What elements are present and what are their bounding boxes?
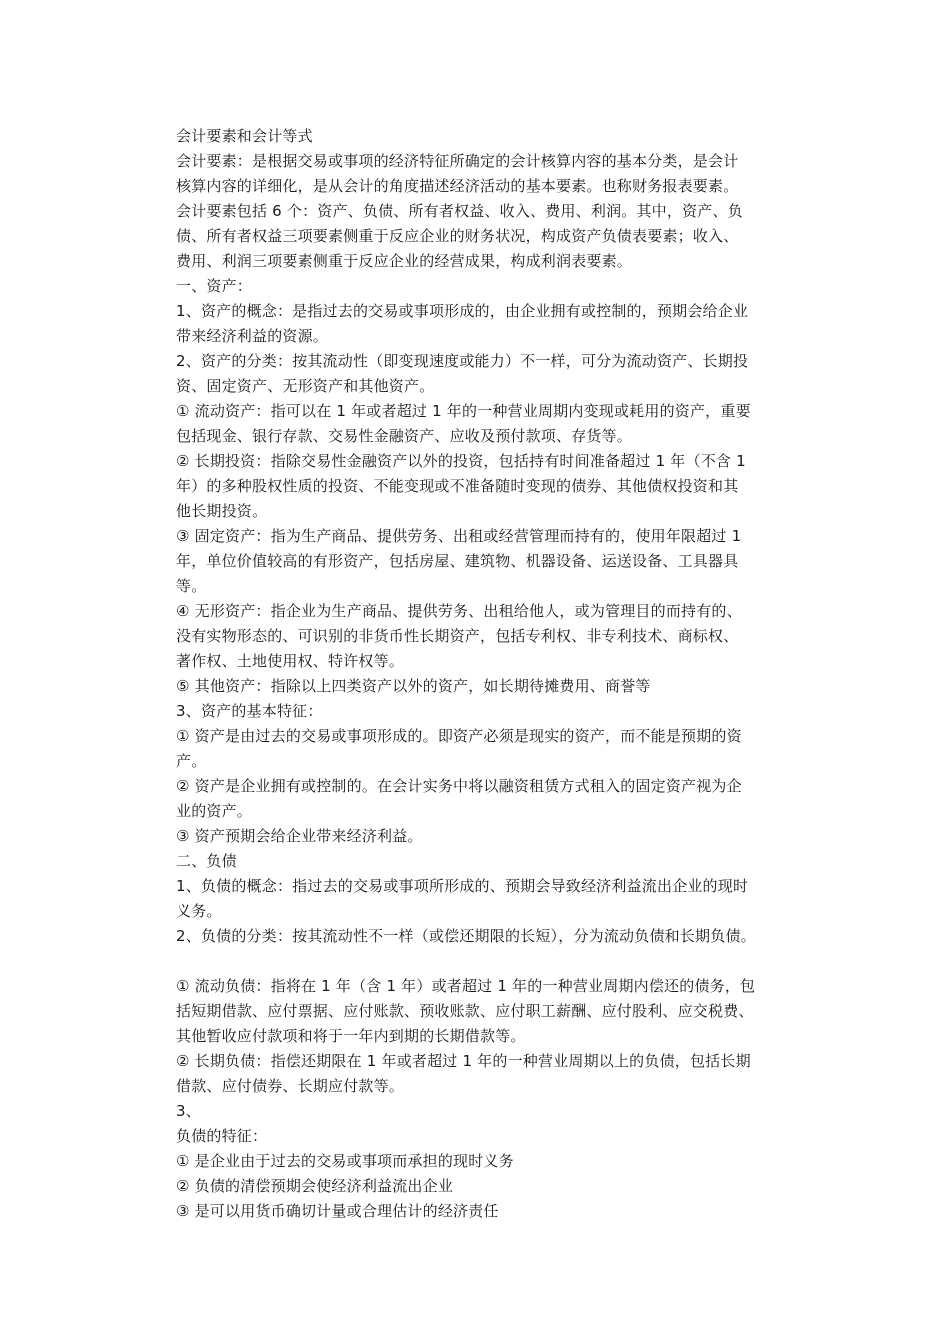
text-line: ② 资产是企业拥有或控制的。在会计实务中将以融资租赁方式租入的固定资产视为企 — [176, 777, 742, 795]
text-line: 负债的特征： — [176, 1127, 268, 1145]
text-line: 3、资产的基本特征： — [176, 702, 323, 720]
text-line: ① 是企业由于过去的交易或事项而承担的现时义务 — [176, 1152, 514, 1170]
text-line: ② 长期负债：指偿还期限在 1 年或者超过 1 年的一种营业周期以上的负债，包括长期 — [176, 1052, 751, 1070]
text-line: ③ 是可以用货币确切计量或合理估计的经济责任 — [176, 1202, 499, 1220]
text-line: 其他暂收应付款项和将于一年内到期的长期借款等。 — [176, 1027, 526, 1045]
text-line: 义务。 — [176, 902, 222, 920]
text-line: 没有实物形态的、可识别的非货币性长期资产，包括专利权、非专利技术、商标权、 — [176, 627, 739, 645]
text-line: ④ 无形资产：指企业为生产商品、提供劳务、出租给他人，或为管理目的而持有的、 — [176, 602, 742, 620]
text-line: 括短期借款、应付票据、应付账款、预收账款、应付职工薪酬、应付股利、应交税费、 — [176, 1002, 754, 1020]
text-line: ① 流动负债：指将在 1 年（含 1 年）或者超过 1 年的一种营业周期内偿还的债务，包 — [176, 977, 756, 995]
text-line: 带来经济利益的资源。 — [176, 327, 329, 345]
text-line: 费用、利润三项要素侧重于反应企业的经营成果，构成利润表要素。 — [176, 252, 633, 270]
text-line: 会计要素：是根据交易或事项的经济特征所确定的会计核算内容的基本分类，是会计 — [176, 152, 739, 170]
text-line: 会计要素包括 6 个：资产、负债、所有者权益、收入、费用、利润。其中，资产、负 — [176, 202, 743, 220]
document-title: 会计要素和会计等式 — [176, 127, 313, 145]
text-line: 2、资产的分类：按其流动性（即变现速度或能力）不一样，可分为流动资产、长期投 — [176, 352, 749, 370]
text-line: ③ 固定资产：指为生产商品、提供劳务、出租或经营管理而持有的，使用年限超过 1 — [176, 527, 742, 545]
text-line: ⑤ 其他资产：指除以上四类资产以外的资产，如长期待摊费用、商誉等 — [176, 677, 651, 695]
text-line: 3、 — [176, 1102, 201, 1120]
section-heading-liabilities: 二、负债 — [176, 852, 237, 870]
text-line: 1、资产的概念：是指过去的交易或事项形成的，由企业拥有或控制的，预期会给企业 — [176, 302, 749, 320]
document-body — [176, 124, 821, 1224]
text-line: 资、固定资产、无形资产和其他资产。 — [176, 377, 435, 395]
text-line: 借款、应付债券、长期应付款等。 — [176, 1077, 405, 1095]
text-line: ① 资产是由过去的交易或事项形成的。即资产必须是现实的资产，而不能是预期的资 — [176, 727, 742, 745]
text-line: 债、所有者权益三项要素侧重于反应企业的财务状况，构成资产负债表要素；收入、 — [176, 227, 739, 245]
text-line: 著作权、土地使用权、特许权等。 — [176, 652, 405, 670]
text-line: 业的资产。 — [176, 802, 253, 820]
text-line: 年）的多种股权性质的投资、不能变现或不准备随时变现的债券、其他债权投资和其 — [176, 477, 739, 495]
text-line: ② 负债的清偿预期会使经济利益流出企业 — [176, 1177, 454, 1195]
text-line: ② 长期投资：指除交易性金融资产以外的投资，包括持有时间准备超过 1 年（不含 1 — [176, 452, 746, 470]
text-line: 等。 — [176, 577, 207, 595]
text-line: 2、负债的分类：按其流动性不一样（或偿还期限的长短），分为流动负债和长期负债。 — [176, 927, 756, 945]
text-line: 年，单位价值较高的有形资产，包括房屋、建筑物、机器设备、运送设备、工具器具 — [176, 552, 739, 570]
text-line: 包括现金、银行存款、交易性金融资产、应收及预付款项、存货等。 — [176, 427, 633, 445]
text-line: 他长期投资。 — [176, 502, 268, 520]
text-line: 产。 — [176, 752, 207, 770]
blank-line — [176, 949, 821, 974]
text-line: ① 流动资产：指可以在 1 年或者超过 1 年的一种营业周期内变现或耗用的资产，重要 — [176, 402, 751, 420]
text-line: ③ 资产预期会给企业带来经济利益。 — [176, 827, 423, 845]
section-heading-assets: 一、资产： — [176, 277, 253, 295]
text-line: 1、负债的概念：指过去的交易或事项所形成的、预期会导致经济利益流出企业的现时 — [176, 877, 749, 895]
text-line: 核算内容的详细化，是从会计的角度描述经济活动的基本要素。也称财务报表要素。 — [176, 177, 739, 195]
